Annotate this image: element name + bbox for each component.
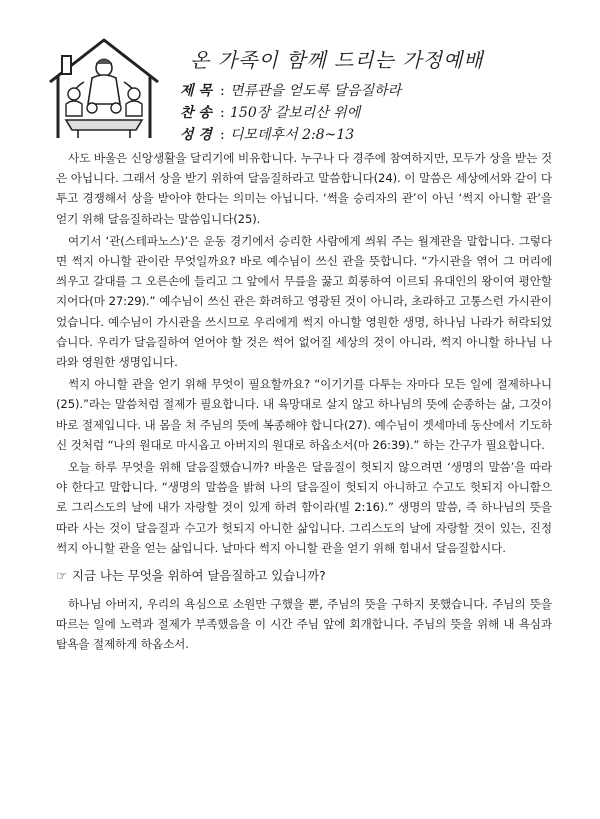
- meta-label: 성 경: [180, 127, 212, 143]
- hymn: 150장 갈보리산 위에: [230, 105, 361, 121]
- hymn-row: [180, 102, 580, 124]
- sermon-info: [180, 80, 580, 146]
- sermon-body: [56, 148, 552, 657]
- reflection-question: [56, 566, 552, 586]
- meta-label: 제 목: [180, 83, 212, 99]
- sermon-title: 면류관을 얻도록 달음질하라: [230, 83, 402, 99]
- family-house-icon: [44, 34, 164, 144]
- meta-label: 찬 송: [180, 105, 212, 121]
- pointing-hand-icon: ☞: [56, 568, 68, 584]
- prayer-paragraph: 하나님 아버지, 우리의 욕심으로 소원만 구했을 뿐, 주님의 뜻을 구하지 못했습니다. 주님의 뜻을 따르는 일에 노력과 절제가 부족했음을 이 시간 주님 앞에 회개합니다. 주님의 뜻을 위해 내 욕심과 탐욕을 절제하게 하옵소서.: [56, 597, 552, 652]
- meta-colon: :: [220, 127, 225, 143]
- sermon-title-row: [180, 80, 580, 102]
- body-paragraph: 썩지 아니할 관을 얻기 위해 무엇이 필요할까요? “이기기를 다투는 자마다 모든 일에 절제하나니(25).”라는 말씀처럼 절제가 필요합니다. 내 육망대로 살지 않고 하나님의 뜻에 순종하는 삶, 그것이 바로 절제입니다. 내 몸을 쳐 주님의 뜻에 복종해야 합니다(27). 예수님이 겟세마네 동산에서 기도하신 것처럼 “나의 원대로 마시옵고 아버지의 원대로 하옵소서(마 26:39).” 하는 간구가 필요합니다.: [56, 377, 552, 452]
- scripture: 디모데후서 2:8~13: [230, 127, 355, 143]
- scripture-row: [180, 124, 580, 146]
- meta-colon: :: [220, 83, 225, 99]
- meta-colon: :: [220, 105, 225, 121]
- body-paragraph: 사도 바울은 신앙생활을 달리기에 비유합니다. 누구나 다 경주에 참여하지만, 모두가 상을 받는 것은 아닙니다. 그래서 상을 받기 위하여 달음질하라고 말씀합니다(24). 이 말씀은 세상에서와 같이 다투고 경쟁해서 상을 받아야 한다는 의미는 아닙니다. ‘썩을 승리자의 관’이 아닌 ‘썩지 아니할 관’을 얻기 위해 달음질하라는 말씀입니다(25).: [56, 151, 552, 226]
- body-paragraph: 오늘 하루 무엇을 위해 달음질했습니까? 바울은 달음질이 헛되지 않으려면 ‘생명의 말씀’을 따라야 한다고 말합니다. “생명의 말씀을 밝혀 나의 달음질이 헛되지 아니하고 수고도 헛되지 아니함으로 그리스도의 날에 내가 자랑할 것이 있게 하려 함이라(빌 2:16).” 생명의 말씀, 즉 하나님의 뜻을 따라 사는 것이 달음질과 수고가 헛되지 아니한 삶입니다. 그리스도의 날에 자랑할 것이 있는, 진정 썩지 아니할 관을 얻는 삶입니다. 날마다 썩지 아니할 관을 얻기 위해 힘내서 달음질합시다.: [56, 460, 552, 555]
- body-paragraph: 여기서 ‘관(스테파노스)’은 운동 경기에서 승리한 사람에게 씌워 주는 월계관을 말합니다. 그렇다면 썩지 아니할 관이란 무엇일까요? 바로 예수님이 쓰신 관을 뜻합니다. “가시관을 엮어 그 머리에 씌우고 갈대를 그 오른손에 들리고 그 앞에서 무릎을 꿇고 희롱하여 이르되 유대인의 왕이여 평안할지어다(마 27:29).” 예수님이 쓰신 관은 화려하고 영광된 것이 아니라, 초라하고 고통스런 가시관이었습니다. 예수님이 가시관을 쓰시므로 우리에게 썩지 아니할 영원한 생명, 하나님 나라가 허락되었습니다. 우리가 달음질하여 얻어야 할 것은 썩어 없어질 세상의 것이 아니라, 썩지 아니할 하나님 나라와 영원한 생명입니다.: [56, 233, 552, 370]
- page-title: 온 가족이 함께 드리는 가정예배: [190, 48, 484, 72]
- question-text: 지금 나는 무엇을 위하여 달음질하고 있습니까?: [72, 568, 326, 584]
